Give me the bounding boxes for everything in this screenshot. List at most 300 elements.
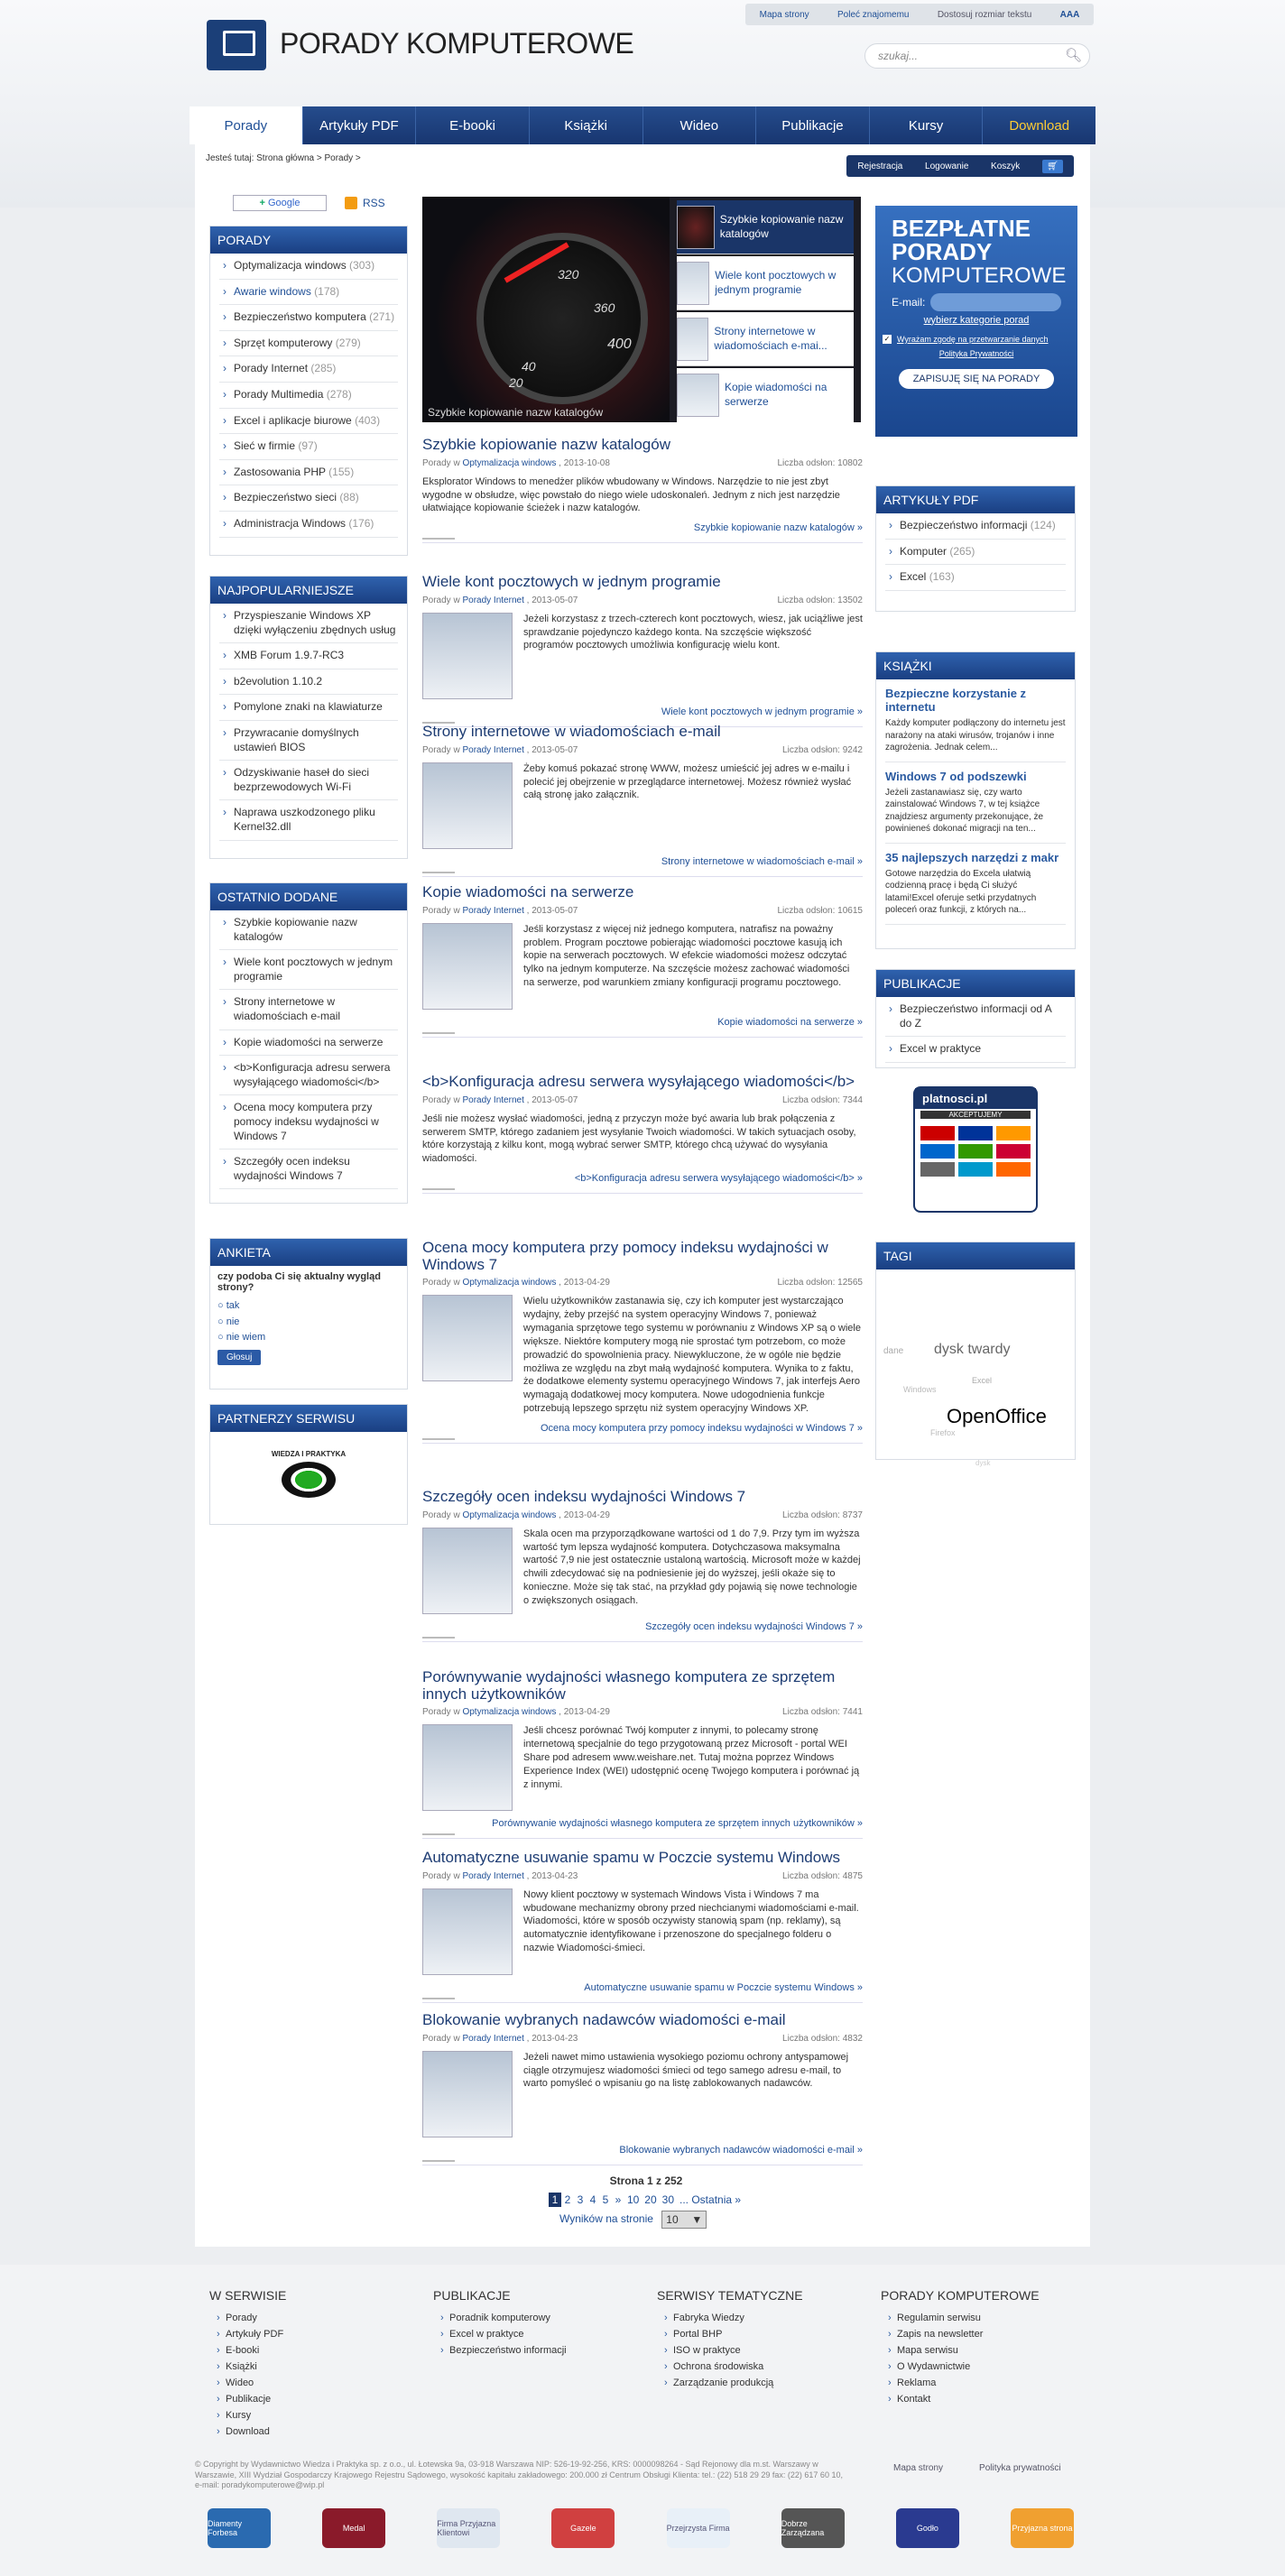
article-views: Liczba odsłon: 7441	[782, 1707, 863, 1718]
text-size-buttons[interactable]: AAA	[1059, 9, 1080, 20]
main-nav	[190, 106, 1095, 144]
pdf-label[interactable]: Komputer	[900, 544, 948, 558]
footer-link[interactable]: › Artykuły PDF	[209, 2326, 417, 2342]
article-category-link[interactable]: Optymalizacja windows	[462, 1510, 557, 1520]
article-body	[422, 923, 863, 1010]
article-category-link[interactable]: Optymalizacja windows	[462, 1707, 557, 1718]
article-category-link[interactable]: Porady Internet	[462, 2033, 524, 2044]
footer-link[interactable]: › Zapis na newsletter	[881, 2326, 1088, 2342]
award-logo[interactable]: Godło	[896, 2508, 959, 2548]
chevron-down-icon[interactable]: ▼	[691, 2213, 703, 2226]
nav-wideo[interactable]: Wideo	[643, 106, 757, 144]
book-title[interactable]: 35 najlepszych narzędzi z makr	[885, 850, 1059, 864]
award-logos	[208, 2508, 1074, 2553]
tag-link[interactable]: Excel	[972, 1376, 993, 1385]
footer-link[interactable]: › Regulamin serwisu	[881, 2310, 1088, 2326]
page-link[interactable]: ... Ostatnia »	[679, 2193, 742, 2206]
article-thumbnail[interactable]	[422, 923, 513, 1010]
article-text: Jeżeli nawet mimo ustawienia wysokiego poziomu ochrony antyspamowej ciągle otrzymujesz wiadomości śmieci od tego samego adresu e-mail, to warto pomyśleć o wpisaniu go na listę zablokowanych nadawców.	[523, 2051, 849, 2090]
item-count: (176)	[346, 516, 374, 530]
vote-button[interactable]: Głosuj	[217, 1350, 261, 1365]
sidebar-item-popular[interactable]: › b2evolution 1.10.2	[219, 669, 398, 696]
poll-option-nie[interactable]: ○ nie	[217, 1316, 240, 1327]
article	[422, 574, 863, 724]
sidebar-item-porady[interactable]: › Optymalizacja windows (303)	[219, 254, 398, 280]
footer-link[interactable]: › E-booki	[209, 2342, 417, 2359]
footer-link[interactable]: › Bezpieczeństwo informacji	[433, 2342, 641, 2359]
tag-link[interactable]: dane	[883, 1346, 904, 1356]
article-date: 2013-05-07	[532, 1094, 578, 1105]
email-label: E-mail:	[892, 295, 926, 309]
article-category-line: Porady w Optymalizacja windows , 2013-04-29	[422, 1707, 610, 1718]
footer-column	[209, 2288, 417, 2440]
article-meta-prefix: Porady w	[422, 1510, 460, 1520]
search-input[interactable]: szukaj...	[864, 43, 1090, 69]
newsletter-title-2: PORADY	[892, 238, 993, 265]
consent-checkbox[interactable]: ✓	[883, 334, 891, 343]
privacy-link[interactable]: Polityka Prywatności	[938, 348, 1014, 358]
article-category-line: Porady w Porady Internet , 2013-04-23	[422, 2033, 578, 2044]
sidebar-recent	[209, 882, 408, 1204]
sidebar-item-popular[interactable]: › Odzyskiwanie haseł do sieci bezprzewodowych Wi-Fi	[219, 761, 398, 800]
read-more-link[interactable]: Ocena mocy komputera przy pomocy indeksu wydajności w Windows 7 »	[422, 1423, 863, 1444]
article-text: Jeśli korzystasz z więcej niż jednego komputera, natrafisz na poważny problem. Program pocztowe pobierając wiadomości pocztowe kasują ich kopie na serwerach pocztowych. W efekcie wiadomości możesz odczytać tylko na jednym komputerze. Na szczęście możesz zachować wiadomości na serwerze, pod warunkiem zmiany konfiguracji programu pocztowego.	[523, 923, 850, 989]
sidebar-item-recent[interactable]: › <b>Konfiguracja adresu serwera wysyłającego wiadomości</b>	[219, 1056, 398, 1095]
footer-link[interactable]: › Mapa serwisu	[881, 2342, 1088, 2359]
read-more-link[interactable]: Strony internetowe w wiadomościach e-mail »	[422, 856, 863, 877]
article-date: 2013-10-08	[563, 457, 610, 468]
article-category-link[interactable]: Porady Internet	[462, 1870, 524, 1881]
read-more-link[interactable]: Szybkie kopiowanie nazw katalogów »	[422, 522, 863, 543]
subscribe-button[interactable]: ZAPISUJĘ SIĘ NA PORADY	[899, 369, 1054, 389]
pdf-label[interactable]: Excel	[900, 570, 927, 584]
article-category-link[interactable]: Porady Internet	[462, 905, 524, 916]
tag-link[interactable]: Windows	[903, 1385, 937, 1394]
footer-links	[893, 2463, 1061, 2473]
article-divider	[422, 1188, 455, 1190]
article-body	[422, 1295, 863, 1416]
article-title[interactable]: Wiele kont pocztowych w jednym programie	[422, 573, 721, 590]
article-meta-prefix: Porady w	[422, 905, 460, 916]
pagination	[520, 2174, 772, 2207]
book-desc: Jeżeli zastanawiasz się, czy warto zainstalować Windows 7, w tej książce znajdziesz argumenty przekonujące, że powinieneś dokonać migracji na ten...	[885, 787, 1044, 834]
article	[422, 1669, 863, 1835]
page-link[interactable]: 3	[577, 2193, 584, 2206]
cart-link[interactable]: Koszyk	[991, 161, 1021, 171]
article-category-link[interactable]: Optymalizacja windows	[462, 457, 557, 468]
page-link[interactable]: 5	[602, 2193, 609, 2206]
site-logo[interactable]: PORADY KOMPUTEROWE	[280, 27, 634, 60]
sidebar-porady	[209, 226, 408, 556]
article-thumbnail[interactable]	[422, 1295, 513, 1381]
article-category-line: Porady w Optymalizacja windows , 2013-04-29	[422, 1278, 610, 1288]
sidebar-popular	[209, 576, 408, 859]
article-date: 2013-05-07	[532, 744, 578, 755]
article-divider	[422, 1833, 455, 1835]
choose-categories-link[interactable]: wybierz kategorie porad	[923, 314, 1030, 326]
consent-label[interactable]: Wyrażam zgodę na przetwarzanie danych	[897, 334, 1049, 344]
article-category-link[interactable]: Porady Internet	[462, 1094, 524, 1105]
book-item	[885, 851, 1066, 925]
radio-icon[interactable]: ○	[217, 1316, 224, 1327]
book-item	[885, 687, 1066, 762]
sidebar-porady-title: PORADY	[210, 226, 407, 254]
article-body	[422, 1113, 863, 1166]
search-icon[interactable]: 🔍︎	[1065, 48, 1083, 63]
article	[422, 1240, 863, 1440]
article-thumbnail[interactable]	[422, 1724, 513, 1811]
article-meta-prefix: Porady w	[422, 2033, 460, 2044]
article-meta-prefix: Porady w	[422, 1094, 460, 1105]
nav-publikacje[interactable]: Publikacje	[756, 106, 870, 144]
article-thumbnail[interactable]	[422, 762, 513, 849]
award-logo[interactable]: Diamenty Forbesa	[208, 2508, 271, 2548]
article-title[interactable]: Porównywanie wydajności własnego komputera ze sprzętem innych użytkowników	[422, 1668, 836, 1703]
footer-link[interactable]: › Fabryka Wiedzy	[657, 2310, 864, 2326]
sidebar-pdf	[875, 485, 1076, 612]
email-input[interactable]	[930, 293, 1061, 311]
article-body	[422, 613, 863, 699]
slider-thumb-2[interactable]: Wiele kont pocztowych w jednym programie	[677, 256, 854, 310]
article-meta-prefix: Porady w	[422, 1707, 460, 1718]
sidebar-item-porady[interactable]: › Administracja Windows (176)	[219, 512, 398, 538]
article-divider	[422, 1998, 455, 1999]
article-title[interactable]: Ocena mocy komputera przy pomocy indeksu wydajności w Windows 7	[422, 1239, 828, 1273]
article-title[interactable]: Szybkie kopiowanie nazw katalogów	[422, 436, 670, 453]
article-body	[422, 1888, 863, 1975]
sidebar-books	[875, 651, 1076, 949]
article-date: 2013-04-29	[563, 1278, 610, 1288]
sidebar-item-porady[interactable]: › Zastosowania PHP (155)	[219, 460, 398, 486]
breadcrumb[interactable]: Jesteś tutaj: Strona główna > Porady >	[206, 153, 361, 163]
article-date: 2013-04-29	[563, 1510, 610, 1520]
footer-column-title: SERWISY TEMATYCZNE	[657, 2288, 803, 2303]
tag-link[interactable]: dysk twardy	[934, 1342, 1011, 1357]
footer-link[interactable]: › ISO w praktyce	[657, 2342, 864, 2359]
book-title[interactable]: Windows 7 od podszewki	[885, 769, 1027, 783]
article-meta-prefix: Porady w	[422, 1870, 460, 1881]
read-more-link[interactable]: Blokowanie wybranych nadawców wiadomości e-mail »	[422, 2145, 863, 2165]
article-divider	[422, 2160, 455, 2162]
article-meta	[422, 745, 863, 755]
article-text: Jeśli chcesz porównać Twój komputer z innymi, to polecamy stronę internetową specjalnie do tego przygotowaną przez Microsoft - portal WEI Share pod adresem www.weishare.net. Tutaj można poprzez Windows Experience Index (WEI) udostępnić ocenę Twojego komputera i porównać ją z innymi.	[523, 1725, 860, 1790]
footer-link[interactable]: › Poradnik komputerowy	[433, 2310, 641, 2326]
nav-download[interactable]: Download	[1009, 117, 1070, 134]
sidebar-item-popular[interactable]: › Przyspieszanie Windows XP dzięki wyłączeniu zbędnych usług	[219, 604, 398, 643]
item-count: (303)	[346, 259, 375, 272]
award-logo[interactable]: Przejrzysta Firma	[667, 2508, 730, 2548]
per-page	[559, 2211, 707, 2229]
article-category-link[interactable]: Optymalizacja windows	[462, 1278, 557, 1288]
article-meta	[422, 1510, 863, 1520]
article-views: Liczba odsłon: 4875	[782, 1870, 863, 1881]
article-views: Liczba odsłon: 9242	[782, 744, 863, 755]
footer-link[interactable]: › Publikacje	[209, 2391, 417, 2407]
footer-column-title: PUBLIKACJE	[433, 2288, 511, 2303]
read-more-link[interactable]: Porównywanie wydajności własnego komputera ze sprzętem innych użytkowników »	[422, 1818, 863, 1839]
book-item	[885, 770, 1066, 844]
sidebar-item-porady[interactable]: › Bezpieczeństwo sieci (88)	[219, 485, 398, 512]
sidebar-item-popular[interactable]: › Pomylone znaki na klawiaturze	[219, 695, 398, 721]
article-meta	[422, 1095, 863, 1105]
pdf-count: (163)	[929, 570, 955, 584]
platnosci-badge[interactable]: platnosci.pl AKCEPTUJEMY	[913, 1086, 1038, 1213]
recommend-link[interactable]: Poleć znajomemu	[837, 9, 910, 20]
read-more-link[interactable]: Szczegóły ocen indeksu wydajności Windows 7 »	[422, 1621, 863, 1642]
monitor-logo-icon[interactable]	[207, 20, 266, 70]
article-title[interactable]: Szczegóły ocen indeksu wydajności Windows 7	[422, 1488, 746, 1505]
article-meta	[422, 2034, 863, 2044]
nav-artykuly-pdf[interactable]: Artykuły PDF	[303, 106, 417, 144]
footer-link[interactable]: › Książki	[209, 2359, 417, 2375]
article-meta	[422, 596, 863, 605]
item-count: (97)	[295, 439, 318, 453]
page-count: Strona 1 z 252	[609, 2174, 683, 2187]
rss-link[interactable]: RSS	[363, 197, 385, 209]
footer-privacy-link[interactable]: Polityka prywatności	[979, 2463, 1061, 2473]
article-text: Żeby komuś pokazać stronę WWW, możesz umieścić jej adres w e-mailu i polecić jej obejrzenie w przeglądarce internetowej. Możesz również wysłać całą stronę jako załącznik.	[523, 762, 852, 801]
sidebar-item-publication[interactable]: › Excel w praktyce	[885, 1037, 1066, 1063]
pdf-label[interactable]: Bezpieczeństwo informacji	[900, 519, 1028, 531]
award-logo[interactable]: Medal	[322, 2508, 385, 2548]
item-count: (271)	[365, 310, 395, 324]
article	[422, 1489, 863, 1639]
read-more-link[interactable]: Wiele kont pocztowych w jednym programie »	[422, 706, 863, 727]
nav-porady[interactable]: Porady	[190, 106, 303, 144]
poll-option-nie-wiem[interactable]: ○ nie wiem	[217, 1332, 266, 1343]
article-category-line: Porady w Optymalizacja windows , 2013-04-29	[422, 1510, 610, 1520]
sidebar-publications	[875, 969, 1076, 1068]
article-views: Liczba odsłon: 12565	[777, 1278, 863, 1288]
article-thumbnail[interactable]	[422, 1528, 513, 1614]
article-category-link[interactable]: Porady Internet	[462, 595, 524, 605]
dial-label: 400	[607, 337, 632, 352]
sidebar-item-porady[interactable]: › Awarie windows (178)	[219, 280, 398, 306]
sidebar-item-recent[interactable]: › Szybkie kopiowanie nazw katalogów	[219, 910, 398, 950]
slider-thumb-1[interactable]: Szybkie kopiowanie nazw katalogów	[677, 200, 854, 254]
sidebar-item-recent[interactable]: › Kopie wiadomości na serwerze	[219, 1030, 398, 1057]
footer-link[interactable]: › Porady	[209, 2310, 417, 2326]
radio-icon[interactable]: ○	[217, 1300, 224, 1311]
pdf-count: (265)	[949, 544, 975, 558]
poll-title: ANKIETA	[210, 1239, 407, 1266]
rss-icon[interactable]	[345, 197, 357, 209]
tag-link[interactable]: OpenOffice	[947, 1405, 1047, 1427]
article-text: Nowy klient pocztowy w systemach Windows Vista i Windows 7 ma wbudowane mechanizmy obrony przed niechcianymi wiadomościami e-mail. Wiadomości, które w sposób oczywisty stanowią spam (np. reklamy), są automatycznie identyfikowane i przenoszone do specjalnego folderu o nazwie Wiadomości-śmieci.	[523, 1888, 859, 1954]
speedometer-dial	[476, 233, 648, 404]
account-bar	[846, 155, 1074, 177]
article-body	[422, 2051, 863, 2137]
sidebar-books-title: KSIĄŻKI	[876, 652, 1075, 679]
page-link[interactable]: 2	[564, 2193, 571, 2206]
newsletter-title-1: BEZPŁATNE	[892, 215, 1031, 242]
google-add-button[interactable]: + Google	[233, 195, 327, 211]
article-meta	[422, 1871, 863, 1881]
article-views: Liczba odsłon: 4832	[782, 2033, 863, 2044]
login-link[interactable]: Logowanie	[925, 161, 969, 171]
article-meta	[422, 906, 863, 916]
item-count: (278)	[323, 387, 352, 401]
article-text: Skala ocen ma przyporządkowane wartości od 1 do 7,9. Przy tym im wyższa wartość tym lepsza wydajność komputera. Dotychczasowa maksymalna wartość 7,9 nie jest ostatecznie ustaloną wartością. Microsoft może w każdej chwili zdecydować się na podniesienie jej do wyższej, jeśli okaże się to konieczne. Może się tak stać, na przykład gdy pojawią się nowe technologie o zwiększonych osiągach.	[523, 1528, 861, 1606]
article-title[interactable]: Kopie wiadomości na serwerze	[422, 883, 634, 900]
article-thumbnail[interactable]	[422, 613, 513, 699]
sidebar-item-recent[interactable]: › Ocena mocy komputera przy pomocy indeksu wydajności w Windows 7	[219, 1095, 398, 1150]
per-page-select[interactable]: 10 ▼	[661, 2211, 707, 2229]
read-more-link[interactable]: <b>Konfiguracja adresu serwera wysyłającego wiadomości</b> »	[422, 1173, 863, 1194]
sidebar-item-recent[interactable]: › Strony internetowe w wiadomościach e-mail	[219, 990, 398, 1029]
sidebar-item-porady[interactable]: › Bezpieczeństwo komputera (271)	[219, 305, 398, 331]
footer-link[interactable]: › Download	[209, 2424, 417, 2440]
sitemap-link[interactable]: Mapa strony	[759, 9, 809, 20]
sidebar-item-porady[interactable]: › Porady Internet (285)	[219, 356, 398, 383]
article-date: 2013-04-29	[563, 1707, 610, 1718]
award-logo[interactable]: Przyjazna strona	[1011, 2508, 1074, 2548]
award-logo[interactable]: Firma Przyjazna Klientowi	[437, 2508, 500, 2548]
page-link[interactable]: 30	[661, 2193, 675, 2206]
award-logo[interactable]: Gazele	[551, 2508, 615, 2548]
page-link[interactable]: »	[615, 2193, 622, 2206]
page-link[interactable]: 20	[644, 2193, 657, 2206]
article-divider	[422, 1438, 455, 1440]
article-thumbnail[interactable]	[422, 2051, 513, 2137]
footer-column	[881, 2288, 1088, 2407]
article-divider	[422, 1637, 455, 1639]
item-count: (88)	[337, 491, 359, 504]
sidebar-item-porady[interactable]: › Sprzęt komputerowy (279)	[219, 331, 398, 357]
sidebar-item-popular[interactable]: › Przywracanie domyślnych ustawień BIOS	[219, 721, 398, 761]
sidebar-item-porady[interactable]: › Sieć w firmie (97)	[219, 434, 398, 460]
sidebar-item-pdf[interactable]	[885, 540, 1066, 566]
article	[422, 2012, 863, 2162]
item-count: (285)	[308, 362, 337, 375]
book-title[interactable]: Bezpieczne korzystanie z internetu	[885, 687, 1027, 714]
footer-sitemap-link[interactable]: Mapa strony	[893, 2463, 944, 2473]
tag-link[interactable]: Firefox	[930, 1428, 956, 1437]
text-size-label: Dostosuj rozmiar tekstu	[937, 9, 1032, 20]
sidebar-item-porady[interactable]: › Excel i aplikacje biurowe (403)	[219, 409, 398, 435]
article-title[interactable]: Strony internetowe w wiadomościach e-mail	[422, 723, 721, 740]
book-desc: Każdy komputer podłączony do internetu jest narażony na ataki wirusów, trojanów i inne zagrożenia. Jednak celem...	[885, 718, 1066, 752]
footer-link[interactable]: › Excel w praktyce	[433, 2326, 641, 2342]
dial-label: 40	[522, 359, 536, 374]
footer-link[interactable]: › Kontakt	[881, 2391, 1088, 2407]
article-divider	[422, 872, 455, 873]
article-body	[422, 475, 863, 516]
footer-link[interactable]: › Reklama	[881, 2375, 1088, 2391]
article-meta-prefix: Porady w	[422, 744, 460, 755]
page-link[interactable]: 1	[549, 2193, 561, 2207]
sidebar-item-pdf[interactable]	[885, 513, 1066, 540]
sidebar-item-porady[interactable]: › Porady Multimedia (278)	[219, 383, 398, 409]
article	[422, 724, 863, 873]
sidebar-item-popular[interactable]: › XMB Forum 1.9.7-RC3	[219, 643, 398, 669]
article-category-line: Porady w Porady Internet , 2013-04-23	[422, 1870, 578, 1881]
footer-column-title: W SERWISIE	[209, 2288, 287, 2303]
sidebar-item-recent[interactable]: › Wiele kont pocztowych w jednym programie	[219, 950, 398, 990]
slider-thumb-3[interactable]: Strony internetowe w wiadomościach e-mai...	[677, 312, 854, 366]
featured-slider[interactable]	[422, 197, 861, 422]
article-meta	[422, 458, 863, 468]
pdf-count: (124)	[1030, 519, 1056, 531]
read-more-link[interactable]: Kopie wiadomości na serwerze »	[422, 1017, 863, 1038]
per-page-label: Wyników na stronie	[559, 2212, 653, 2226]
footer-link[interactable]: › Ochrona środowiska	[657, 2359, 864, 2375]
article	[422, 1850, 863, 1999]
article-thumbnail[interactable]	[422, 1888, 513, 1975]
footer-link[interactable]: › Zarządzanie produkcją	[657, 2375, 864, 2391]
newsletter-title-3: KOMPUTEROWE	[892, 263, 1067, 288]
article-category-line: Porady w Porady Internet , 2013-05-07	[422, 595, 578, 605]
sidebar-pdf-title: ARTYKUŁY PDF	[876, 486, 1075, 513]
cart-icon[interactable]: 🛒︎	[1042, 160, 1063, 173]
footer-link[interactable]: › O Wydawnictwie	[881, 2359, 1088, 2375]
wip-partner-logo[interactable]: WIEDZA I PRAKTYKA	[268, 1450, 349, 1498]
poll-box	[209, 1238, 408, 1390]
sidebar-item-recent[interactable]: › Szczegóły ocen indeksu wydajności Windows 7	[219, 1150, 398, 1189]
article-date: 2013-04-23	[532, 1870, 578, 1881]
article-title[interactable]: <b>Konfiguracja adresu serwera wysyłającego wiadomości</b>	[422, 1073, 855, 1090]
article-date: 2013-04-23	[532, 2033, 578, 2044]
article-category-line: Porady w Porady Internet , 2013-05-07	[422, 1094, 578, 1105]
article-title[interactable]: Automatyczne usuwanie spamu w Poczcie systemu Windows	[422, 1849, 840, 1866]
article-body	[422, 1724, 863, 1811]
sidebar-item-popular[interactable]: › Naprawa uszkodzonego pliku Kernel32.dll	[219, 800, 398, 840]
sidebar-tags	[875, 1242, 1076, 1467]
sidebar-item-publication[interactable]: › Bezpieczeństwo informacji od A do Z	[885, 997, 1066, 1037]
article-category-link[interactable]: Porady Internet	[462, 744, 524, 755]
article-body	[422, 762, 863, 849]
article	[422, 437, 863, 540]
nav-kursy[interactable]: Kursy	[870, 106, 984, 144]
article-text: Jeśli nie możesz wysłać wiadomości, jedną z przyczyn może być awaria lub brak połączenia z serwerem SMTP, którego zadaniem jest wysyłanie Twoich wiadomości. W takich sytuacjach osoby, które korzystają z kilku kont, mogą wybrać serwer SMTP, którego chcą używać do wysyłania wiadomości.	[422, 1113, 856, 1165]
utility-bar	[745, 4, 1094, 25]
sidebar-item-pdf[interactable]	[885, 565, 1066, 591]
partners-box	[209, 1404, 408, 1525]
article-category-line: Porady w Porady Internet , 2013-05-07	[422, 905, 578, 916]
article-divider	[422, 538, 455, 540]
page-link[interactable]: 10	[626, 2193, 640, 2206]
article-views: Liczba odsłon: 7344	[782, 1094, 863, 1105]
slider-thumb-4[interactable]: Kopie wiadomości na serwerze	[677, 368, 854, 422]
item-count: (178)	[310, 284, 340, 298]
article-date: 2013-05-07	[532, 595, 578, 605]
book-desc: Gotowe narzędzia do Excela ułatwią codzienną pracę i będą Ci służyć latami!Excel oferuje setki przydatnych poleceń oraz funkcji, z których na...	[885, 868, 1037, 915]
nav-ksiazki[interactable]: Książki	[530, 106, 643, 144]
tag-link[interactable]: dysk	[975, 1459, 991, 1467]
article-views: Liczba odsłon: 10802	[777, 457, 863, 468]
poll-option-tak[interactable]: ○ tak	[217, 1300, 240, 1311]
page-link[interactable]: 4	[589, 2193, 596, 2206]
nav-ebooki[interactable]: E-booki	[416, 106, 530, 144]
footer-link[interactable]: › Portal BHP	[657, 2326, 864, 2342]
read-more-link[interactable]: Automatyczne usuwanie spamu w Poczcie systemu Windows »	[422, 1982, 863, 2003]
article-meta-prefix: Porady w	[422, 595, 460, 605]
article-text: Eksplorator Windows to menedżer plików wbudowany w Windows. Narzędzie to nie jest zbyt wygodne w obsłudze, więc powstało do niego wiele udoskonaleń. Jednym z nich jest narzędzie ułatwiające kopiowanie ścieżek i nazw katalogów.	[422, 475, 840, 514]
item-count: (403)	[351, 413, 381, 427]
footer-link[interactable]: › Wideo	[209, 2375, 417, 2391]
sidebar-tags-title: TAGI	[876, 1242, 1075, 1270]
article-body	[422, 1528, 863, 1614]
sidebar-popular-title: NAJPOPULARNIEJSZE	[210, 577, 407, 604]
article-divider	[422, 1032, 455, 1034]
slider-caption: Szybkie kopiowanie nazw katalogów	[428, 406, 604, 419]
register-link[interactable]: Rejestracja	[857, 161, 903, 171]
footer-link[interactable]: › Kursy	[209, 2407, 417, 2424]
award-logo[interactable]: Dobrze Zarządzana	[781, 2508, 845, 2548]
sidebar-recent-title: OSTATNIO DODANE	[210, 883, 407, 910]
article-title[interactable]: Blokowanie wybranych nadawców wiadomości e-mail	[422, 2011, 786, 2028]
radio-icon[interactable]: ○	[217, 1332, 224, 1343]
